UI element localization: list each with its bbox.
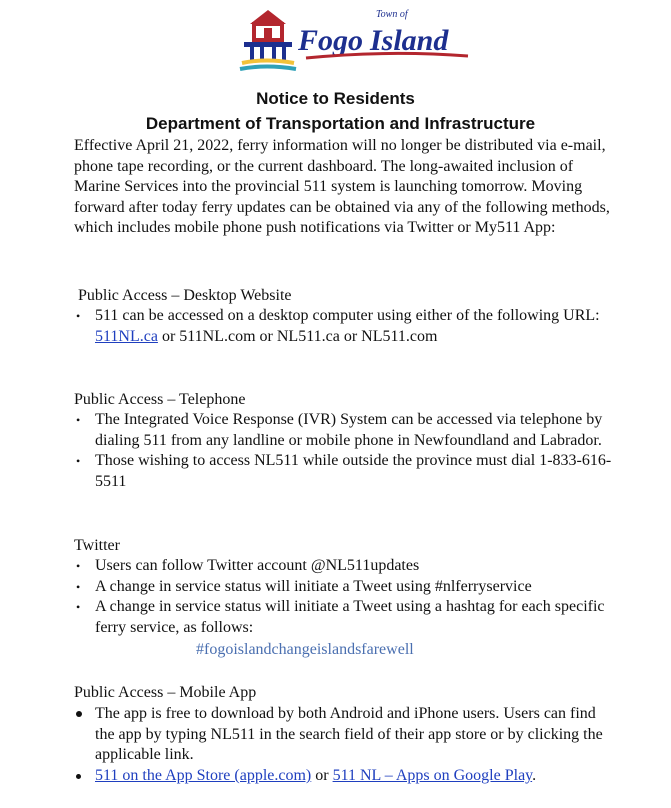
bullet-text: A change in service status will initiate a Tweet using #nlferryservice (95, 577, 532, 595)
logo-small-text: Town of (376, 9, 408, 20)
section-title-twitter: Twitter (74, 537, 120, 554)
period: . (532, 767, 537, 785)
bullet-marker (76, 774, 81, 779)
house-icon (240, 10, 296, 69)
bullet-text: 511 can be accessed on a desktop computer using either of the following URL: (95, 307, 600, 324)
fogo-island-logo-graphic (236, 6, 476, 78)
list-item (74, 306, 614, 347)
list-item (74, 597, 614, 638)
bullet-text: Those wishing to access NL511 while outside the province must dial 1-833-616-5511 (95, 452, 612, 491)
section-title-telephone: Public Access – Telephone (74, 391, 246, 408)
logo-word-island: Island (370, 24, 449, 57)
link-connector: or (311, 767, 333, 785)
bullet-marker: • (76, 600, 81, 615)
logo-word-fogo: Fogo (298, 24, 364, 57)
list-item (74, 704, 614, 766)
list-item (74, 410, 614, 451)
list-item (74, 556, 614, 577)
list-item (74, 577, 614, 598)
telephone-bullets (74, 410, 614, 493)
section-title-desktop: Public Access – Desktop Website (78, 287, 292, 304)
bullet-marker: • (76, 413, 81, 427)
intro-text: Effective April 21, 2022, ferry information will no longer be distributed via e-mail, phone tape recording, or the current dashboard. The long-awaited inclusion of Marine Services into the provincial 511 system is launching tomorrow. Moving forward after today ferry updates can be obtained via any of the following methods, which includes mobile phone push notifications via Twitter or My511 App: (74, 137, 610, 237)
town-logo (236, 6, 476, 78)
bullet-text: A change in service status will initiate a Tweet using a hashtag for each specific ferry service, as follows: (95, 598, 605, 637)
bullet-text: Users can follow Twitter account @NL511updates (95, 557, 420, 574)
bullet-text-continued: or 511NL.com or NL511.ca or NL511.com (157, 327, 438, 345)
list-item (74, 451, 614, 492)
bullet-marker: • (76, 579, 81, 594)
section-title-mobile: Public Access – Mobile App (74, 684, 257, 701)
desktop-bullets (74, 306, 614, 347)
twitter-bullets (74, 556, 614, 639)
bullet-marker: • (76, 454, 81, 469)
intro-paragraph (74, 136, 619, 239)
notice-title: Notice to Residents (256, 89, 415, 108)
ferry-hashtag: #fogoislandchangeislandsfarewell (196, 641, 414, 658)
bullet-marker: • (76, 309, 81, 323)
google-play-link[interactable]: 511 NL – Apps on Google Play (332, 767, 533, 785)
bullet-text: The Integrated Voice Response (IVR) System can be accessed via telephone by dialing 511 from any landline or mobile phone in Newfoundland and Labrador. (95, 411, 603, 449)
bullet-marker: • (76, 559, 81, 573)
link-511nl[interactable]: 511NL.ca (95, 327, 158, 345)
department-subtitle: Department of Transportation and Infrastructure (145, 114, 536, 133)
app-store-link[interactable]: 511 on the App Store (apple.com) (95, 767, 312, 785)
list-item (74, 766, 614, 787)
bullet-text: The app is free to download by both Android and iPhone users. Users can find the app by typing NL511 in the search field of their app store or by clicking the applicable link. (95, 705, 603, 764)
mobile-bullets (74, 704, 614, 787)
bullet-marker (76, 711, 82, 717)
